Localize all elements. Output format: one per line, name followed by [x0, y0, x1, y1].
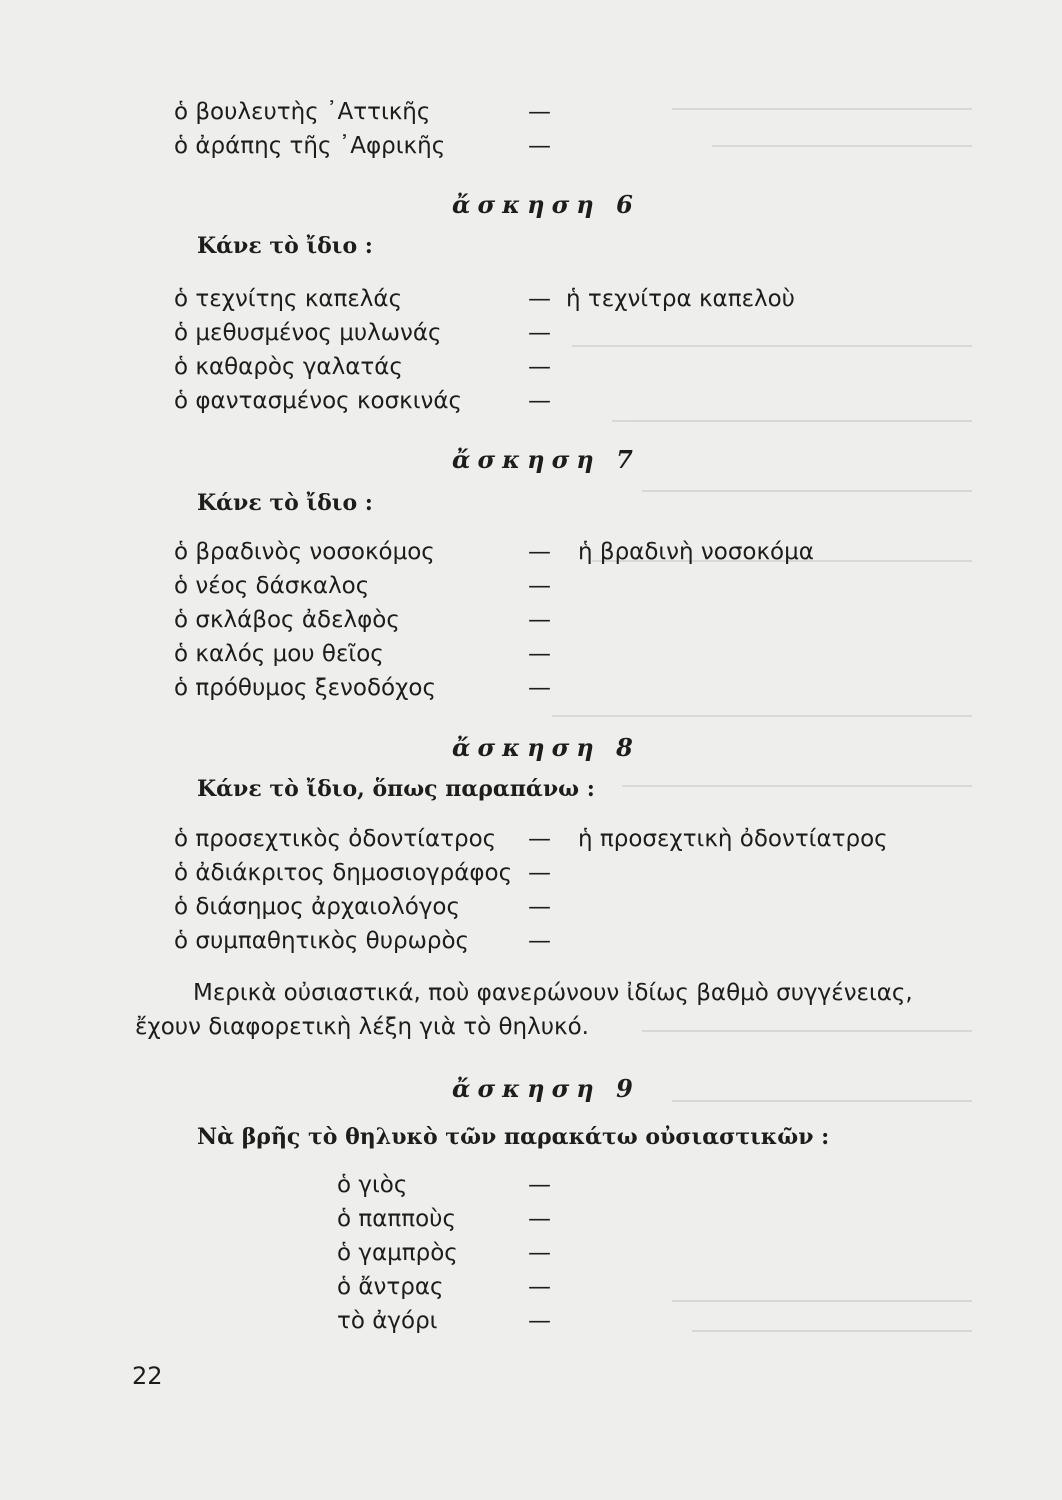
exercise-8-instruction: Κάνε τὸ ἴδιο, ὅπως παραπάνω : — [197, 776, 595, 802]
exercise-6-row-3-left: ὁ καθαρὸς γαλατάς — [174, 354, 403, 380]
exercise-8-row-1-left: ὁ προσεχτικὸς ὀδοντίατρος — [174, 826, 497, 852]
exercise-6-row-4-dash: — — [528, 388, 551, 414]
top-row-1-dash: — — [528, 99, 551, 125]
exercise-6-row-4-left: ὁ φαντασμένος κοσκινάς — [174, 388, 462, 414]
exercise-7-row-2-dash: — — [528, 573, 551, 599]
exercise-8-row-4-left: ὁ συμπαθητικὸς θυρωρὸς — [174, 928, 470, 954]
exercise-9-row-3-dash: — — [528, 1240, 551, 1266]
top-row-2-dash: — — [528, 133, 551, 159]
exercise-6-row-1-left: ὁ τεχνίτης καπελάς — [174, 286, 403, 312]
exercise-9-row-5-left: τὸ ἀγόρι — [337, 1308, 438, 1334]
exercise-6-row-1-dash: — — [528, 286, 551, 312]
exercise-9-instruction: Νὰ βρῆς τὸ θηλυκὸ τῶν παρακάτω οὐσιαστικῶν : — [197, 1124, 830, 1150]
exercise-8-row-3-left: ὁ διάσημος ἀρχαιολόγος — [174, 894, 460, 920]
exercise-6-title: ἄσκηση 6 — [452, 190, 640, 219]
exercise-9-row-1-dash: — — [528, 1172, 551, 1198]
exercise-9-row-2-dash: — — [528, 1206, 551, 1232]
exercise-7-row-1-answer: ἡ βραδινὴ νοσοκόμα — [578, 539, 814, 565]
exercise-6-row-1-answer: ἡ τεχνίτρα καπελοὺ — [566, 286, 795, 312]
explanation-paragraph — [135, 976, 980, 1044]
exercise-9-row-1-left: ὁ γιὸς — [337, 1172, 408, 1198]
exercise-7-title: ἄσκηση 7 — [452, 445, 640, 474]
exercise-8-row-2-dash: — — [528, 860, 551, 886]
exercise-6-row-2-dash: — — [528, 320, 551, 346]
paragraph-line-2: ἔχουν διαφορετικὴ λέξη γιὰ τὸ θηλυκό. — [135, 1014, 589, 1040]
top-row-2-left: ὁ ἀράπης τῆς ᾽Αφρικῆς — [174, 133, 446, 159]
exercise-7-row-5-left: ὁ πρόθυμος ξενοδόχος — [174, 675, 436, 701]
exercise-8-row-3-dash: — — [528, 894, 551, 920]
exercise-7-row-3-dash: — — [528, 607, 551, 633]
top-row-1-left: ὁ βουλευτὴς ᾽Αττικῆς — [174, 99, 431, 125]
exercise-8-row-1-dash: — — [528, 826, 551, 852]
paragraph-line-1: Μερικὰ οὐσιαστικά, ποὺ φανερώνουν ἰδίως βαθμὸ συγγένειας, — [193, 980, 913, 1006]
exercise-7-row-3-left: ὁ σκλάβος ἀδελφὸς — [174, 607, 400, 633]
exercise-9-title: ἄσκηση 9 — [452, 1074, 640, 1103]
exercise-7-row-1-left: ὁ βραδινὸς νοσοκόμος — [174, 539, 435, 565]
exercise-8-row-4-dash: — — [528, 928, 551, 954]
exercise-9-row-3-left: ὁ γαμπρὸς — [337, 1240, 458, 1266]
exercise-6-instruction: Κάνε τὸ ἴδιο : — [197, 233, 373, 259]
exercise-9-row-2-left: ὁ παπποὺς — [337, 1206, 456, 1232]
exercise-9-row-5-dash: — — [528, 1308, 551, 1334]
exercise-7-row-4-dash: — — [528, 641, 551, 667]
exercise-6-row-3-dash: — — [528, 354, 551, 380]
exercise-8-row-2-left: ὁ ἀδιάκριτος δημοσιογράφος — [174, 860, 513, 886]
exercise-7-row-5-dash: — — [528, 675, 551, 701]
exercise-8-row-1-answer: ἡ προσεχτικὴ ὀδοντίατρος — [578, 826, 888, 852]
exercise-7-instruction: Κάνε τὸ ἴδιο : — [197, 490, 373, 516]
exercise-7-row-2-left: ὁ νέος δάσκαλος — [174, 573, 370, 599]
exercise-6-row-2-left: ὁ μεθυσμένος μυλωνάς — [174, 320, 442, 346]
exercise-7-row-1-dash: — — [528, 539, 551, 565]
exercise-8-title: ἄσκηση 8 — [452, 733, 640, 762]
exercise-9-row-4-left: ὁ ἄντρας — [337, 1274, 444, 1300]
exercise-9-row-4-dash: — — [528, 1274, 551, 1300]
exercise-7-row-4-left: ὁ καλός μου θεῖος — [174, 641, 384, 667]
page-number: 22 — [132, 1362, 163, 1390]
